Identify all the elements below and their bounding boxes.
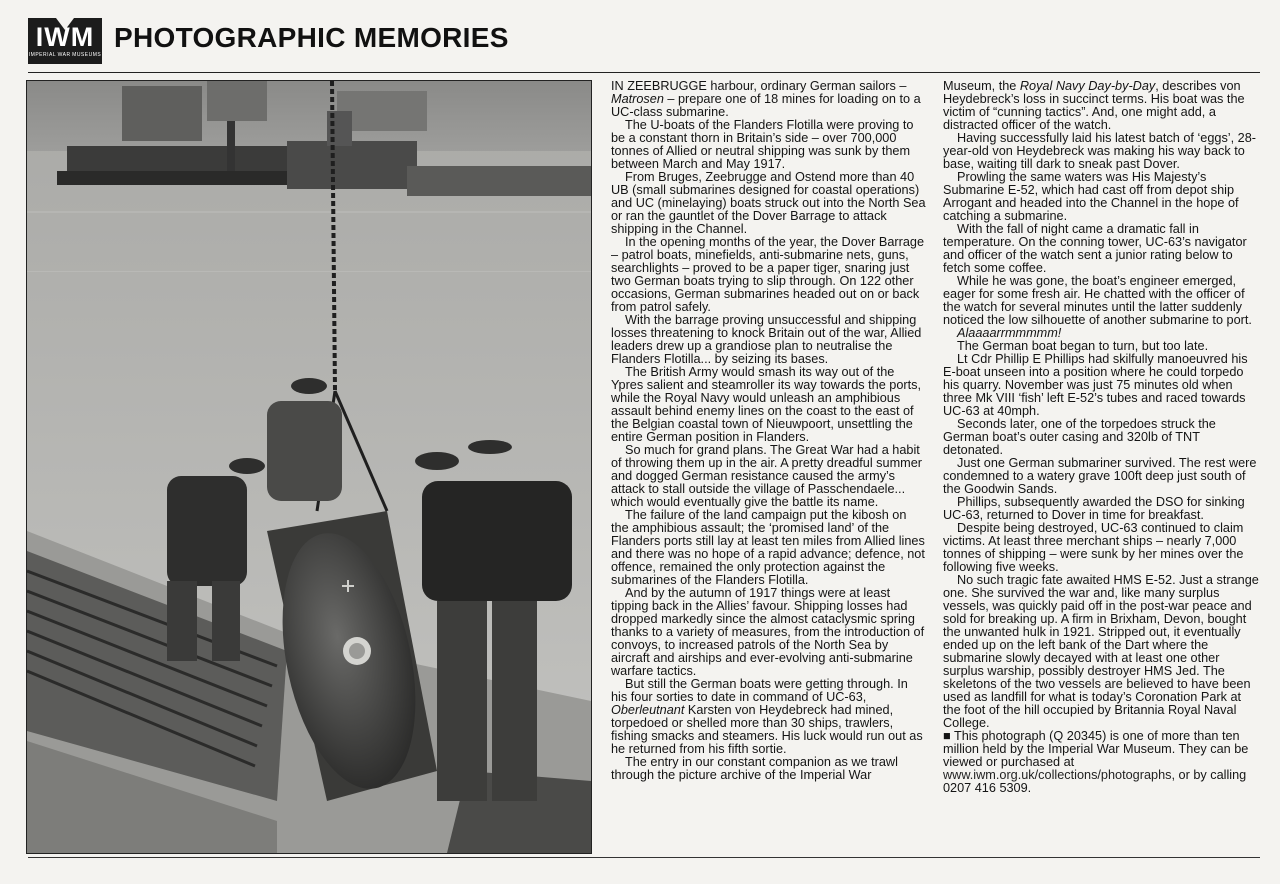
historic-photo	[26, 80, 592, 854]
logo-sub-war: WAR	[57, 52, 71, 58]
text-run: This photograph (Q 20345) is one of more than ten million held by the Imperial War Museum. They can be viewed or purchased at	[943, 729, 1249, 769]
text-run-italic: Royal Navy Day-by-Day	[1019, 79, 1156, 93]
text-run: , describes von Heydebreck’s loss in succinct terms. His boat was the victim of “cunning tactics”. And, one might add, a distracted officer of the watch.	[943, 79, 1245, 132]
text-run-italic: Matrosen	[611, 92, 664, 106]
article-column-1	[611, 80, 927, 782]
article-paragraph: No such tragic fate awaited HMS E-52. Just a strange one. She survived the war and, like many surplus vessels, was quickly paid off in the post-war peace and sold for breaking up. A firm in Brixham, Devon, bought the unwanted hulk in 1921. Stripped out, it eventually ended up on the left bank of the Dart where the submarine slowly decayed with at least one other surplus warship, possibly destroyer HMS Jed. The skeletons of the two vessels are believed to have been used as landfill for what is today’s Coronation Park at the foot of the hill occupied by Britannia Royal Naval College.	[943, 573, 1259, 730]
text-run: Museum, the	[943, 79, 1017, 93]
article-paragraph	[611, 678, 927, 756]
article-paragraph: Phillips, subsequently awarded the DSO for sinking UC-63, returned to Dover in time for breakfast.	[943, 495, 1245, 522]
article-paragraph: The German boat began to turn, but too late.	[957, 339, 1209, 353]
text-run-italic: Alaaaarrmmmmm!	[957, 326, 1062, 340]
footer-rule	[28, 857, 1260, 858]
article-column-2	[943, 80, 1259, 795]
article-paragraph: The entry in our constant companion as we trawl through the picture archive of the Imperial War	[611, 755, 898, 782]
logo-sub-museums: MUSEUMS	[72, 52, 102, 58]
article-paragraph: The U-boats of the Flanders Flotilla were proving to be a constant thorn in Britain’s side – over 700,000 tonnes of Allied or neutral shipping was sunk by them between March and May 1917.	[611, 118, 914, 171]
iwm-logo	[28, 18, 102, 64]
article-paragraph: Despite being destroyed, UC-63 continued to claim victims. At least three merchant ships – nearly 7,000 tonnes of shipping – were sunk by her mines over the following five weeks.	[943, 521, 1244, 574]
article-paragraph	[943, 80, 1259, 132]
text-run: , or by calling 0207 416 5309.	[943, 768, 1247, 795]
text-run: Karsten von Heydebreck had mined, torpedoed or shelled more than 30 ships, trawlers, fishing smacks and steamers. His luck would run out as he returned from his fifth sortie.	[611, 703, 923, 756]
article-paragraph: Prowling the same waters was His Majesty’s Submarine E-52, which had cast off from depot ship Arrogant and headed into the Channel in the hope of catching a submarine.	[943, 170, 1239, 223]
logo-sub-imperial: IMPERIAL	[28, 52, 57, 58]
page-title: PHOTOGRAPHIC MEMORIES	[114, 22, 509, 53]
article-footnote	[943, 730, 1259, 795]
article-paragraph: In the opening months of the year, the Dover Barrage – patrol boats, minefields, anti-submarine nets, guns, searchlights – proved to be a paper tiger, snaring just two German boats trying to slip through. On 122 other occasions, German submarines headed out on or back from patrol safely.	[611, 235, 925, 314]
text-run: IN ZEEBRUGGE harbour, ordinary German sailors –	[611, 79, 907, 93]
article-paragraph: With the barrage proving unsuccessful and shipping losses threatening to knock Britain out of the war, Allied leaders drew up a grandiose plan to neutralise the Flanders Flotilla... by seizing its bases.	[611, 313, 922, 366]
logo-subtitle	[28, 52, 102, 58]
bullet-icon: ■	[943, 729, 951, 743]
article-paragraph: Seconds later, one of the torpedoes struck the German boat’s outer casing and 320lb of TNT detonated.	[943, 417, 1216, 457]
article-paragraph: The failure of the land campaign put the kibosh on the amphibious assault; the ‘promised land’ of the Flanders ports still lay at least ten miles from Allied lines and there was no hope of a rapid advance; defence, not offence, remained the only protection against the submarines of the Flanders Flotilla.	[611, 508, 925, 587]
article-paragraph: While he was gone, the boat’s engineer emerged, eager for some fresh air. He chatted with the officer of the watch for several minutes until the latter suddenly noticed the low silhouette of another submarine to port.	[943, 274, 1252, 327]
collection-link[interactable]: www.iwm.org.uk/collections/photographs	[943, 768, 1172, 782]
logo-letters: IWM	[35, 22, 95, 52]
article-paragraph: And by the autumn of 1917 things were at least tipping back in the Allies’ favour. Shipping losses had dropped markedly since the almost cataclysmic spring thanks to a variety of measures, from the introduction of convoys, to increased patrols of the North Sea by aircraft and airships and ever-evolving anti-submarine warfare tactics.	[611, 586, 925, 678]
text-run: – prepare one of 18 mines for loading on to a UC-class submarine.	[611, 92, 921, 119]
article-paragraph: Lt Cdr Phillip E Phillips had skilfully manoeuvred his E-boat unseen into a position where he could torpedo his quarry. November was just 75 minutes old when three Mk VIII ‘fish’ left E-52’s tubes and raced towards UC-63 at 40mph.	[943, 352, 1248, 418]
page-header	[28, 16, 1260, 73]
article-paragraph: Just one German submariner survived. The rest were condemned to a watery grave 100ft deep just south of the Goodwin Sands.	[943, 456, 1257, 496]
article-paragraph: Having successfully laid his latest batch of ‘eggs’, 28-year-old von Heydebreck was making his way back to base, waiting till dark to sneak past Dover.	[943, 131, 1257, 171]
article-paragraph	[611, 80, 927, 119]
text-run: But still the German boats were getting through. In his four sorties to date in command of UC-63,	[611, 677, 908, 704]
text-run-italic: Oberleutnant	[611, 703, 685, 717]
article-paragraph: With the fall of night came a dramatic fall in temperature. On the conning tower, UC-63’s navigator and officer of the watch sent a junior rating below to fetch some coffee.	[943, 222, 1247, 275]
article-paragraph: From Bruges, Zeebrugge and Ostend more than 40 UB (small submarines designed for coastal operations) and UC (minelaying) boats struck out into the North Sea or ran the gauntlet of the Dover Barrage to attack shipping in the Channel.	[611, 170, 926, 236]
article-paragraph: So much for grand plans. The Great War had a habit of throwing them up in the air. A pretty dreadful summer and dogged German resistance caused the army’s attack to stall outside the village of Passchendaele... which would eventually give the battle its name.	[611, 443, 923, 509]
article-paragraph: The British Army would smash its way out of the Ypres salient and steamroller its way towards the ports, while the Royal Navy would unleash an amphibious assault behind enemy lines on the coast to the east of the Belgian coastal town of Nieuwpoort, unsettling the entire German position in Flanders.	[611, 365, 922, 444]
photo-illustration	[27, 81, 591, 853]
